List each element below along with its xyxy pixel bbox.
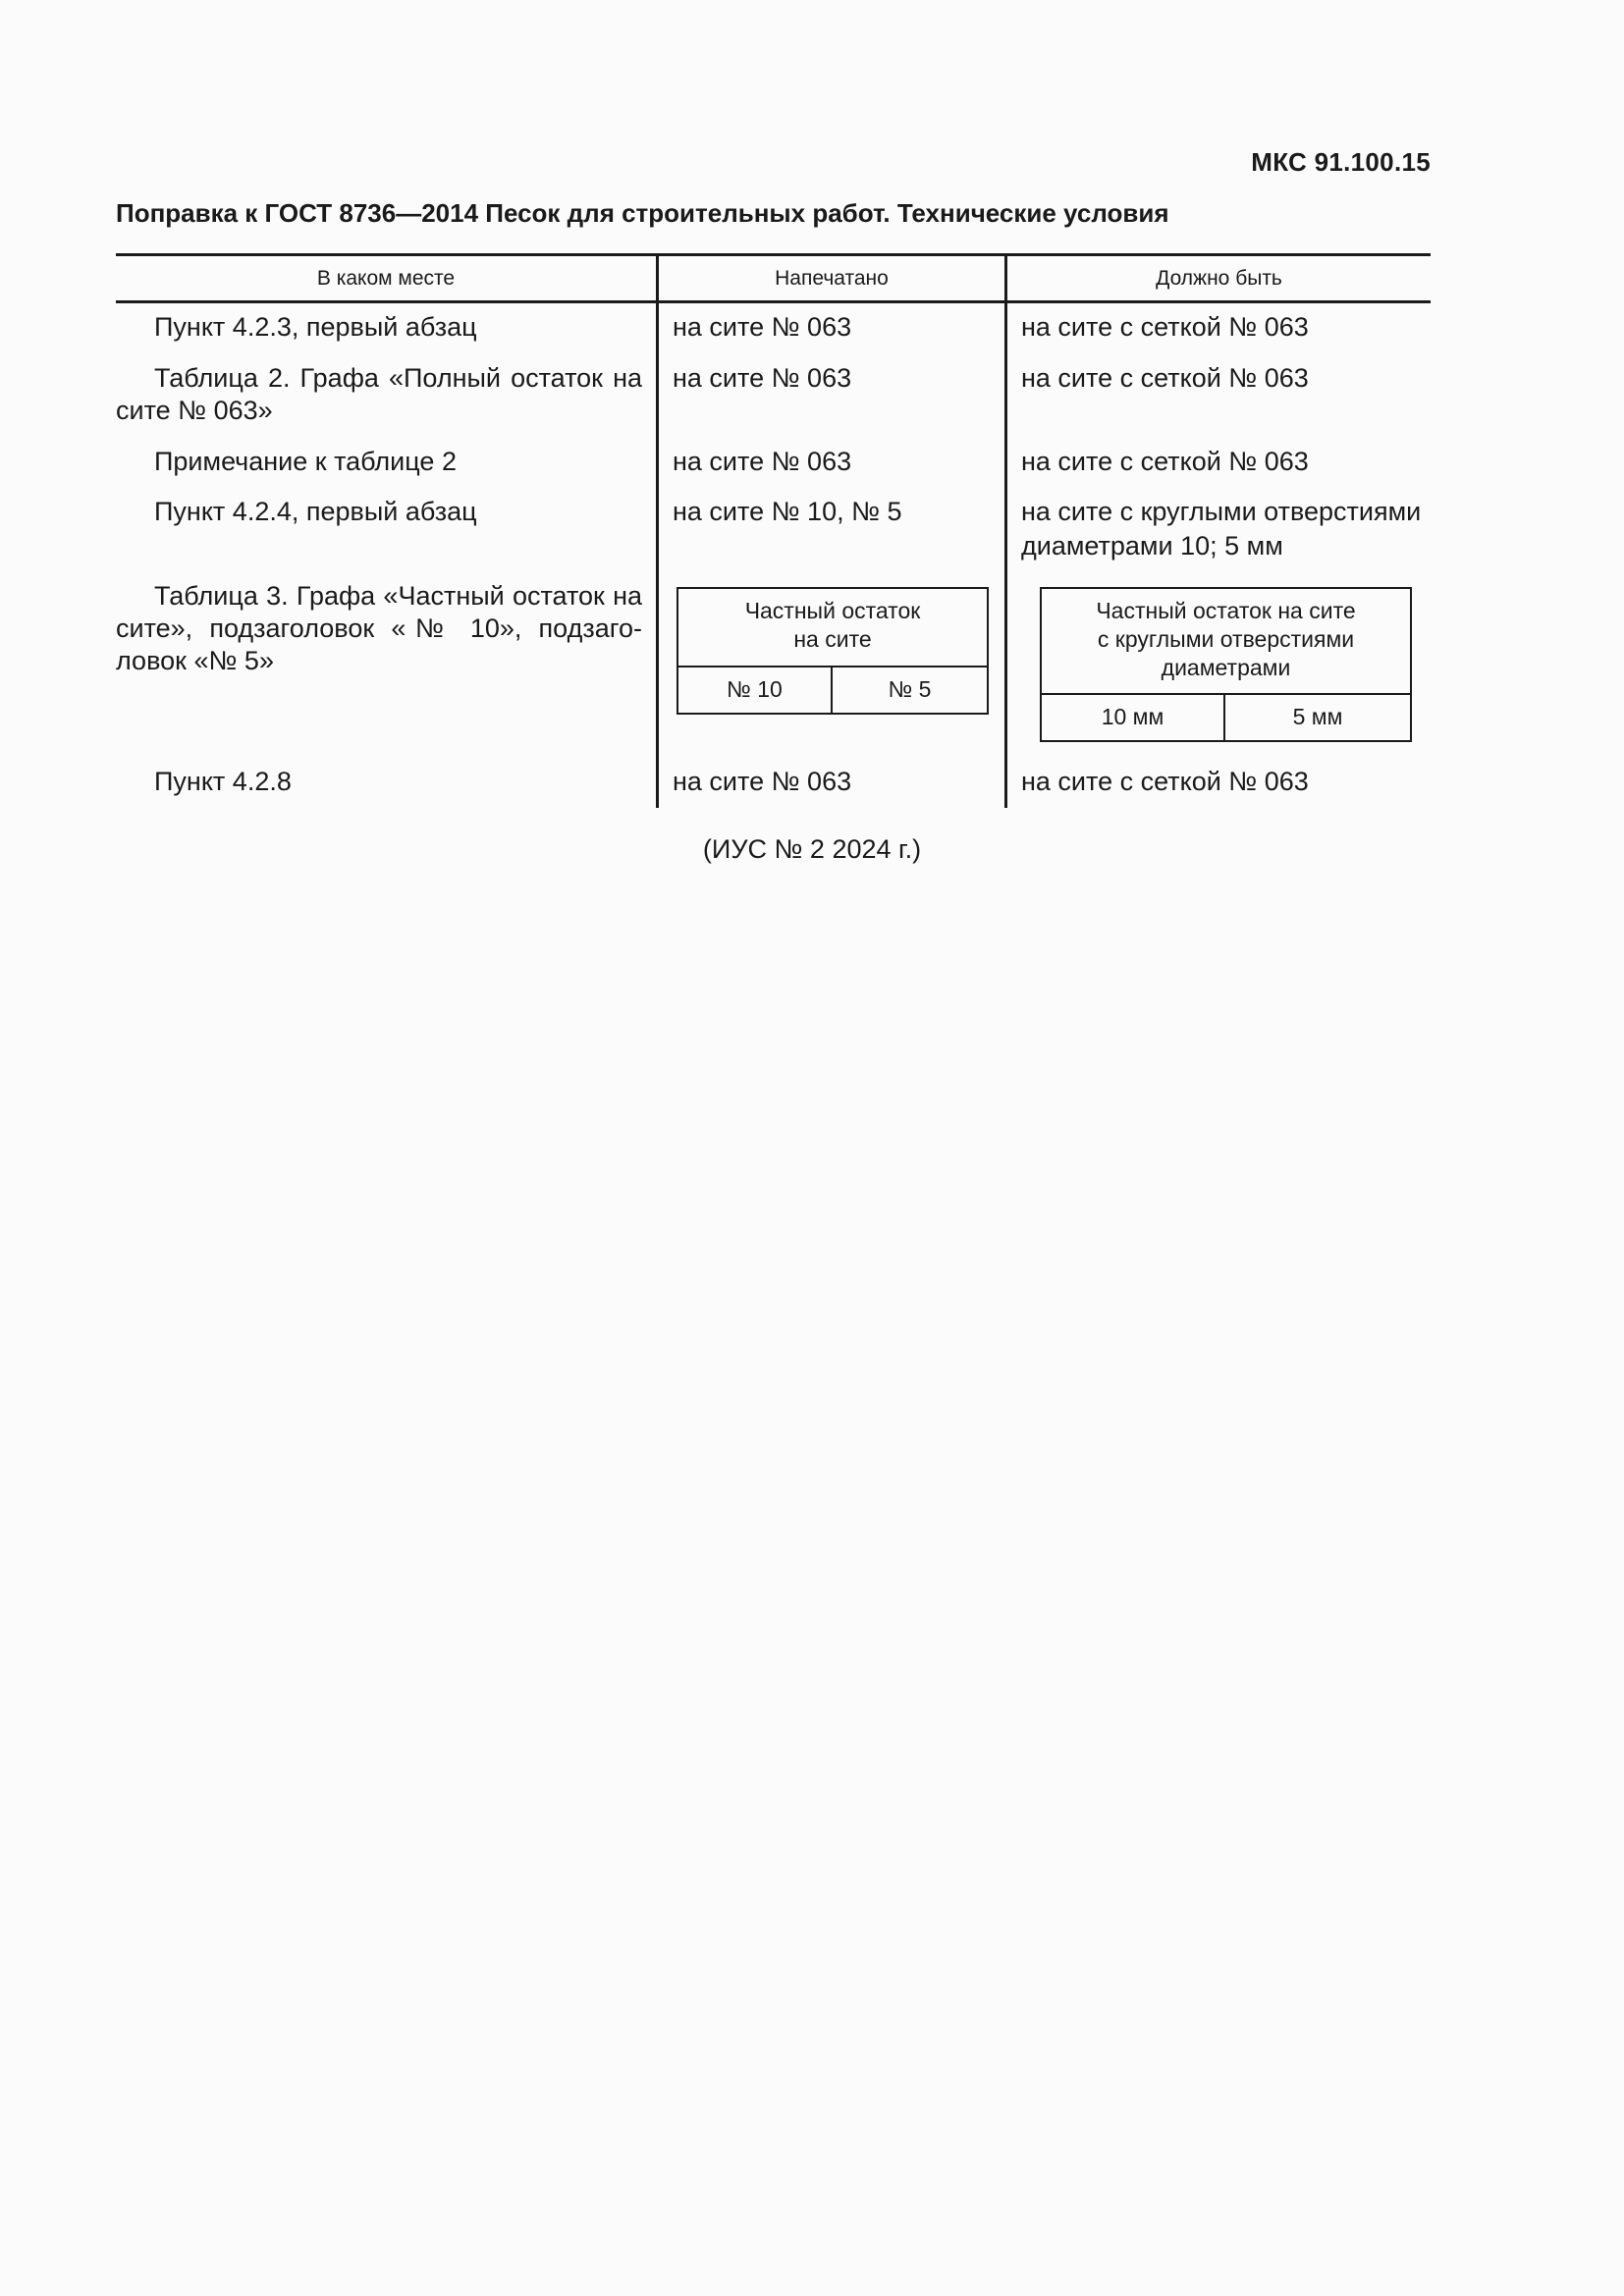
should-be-subtable-cell-1: 10 мм	[1042, 693, 1225, 740]
row-5-place: Таблица 3. Графа «Частный остаток на сите», подзаголовок «№ 10», подзаго-ловок «№ 5»	[116, 581, 642, 675]
column-divider-1	[656, 253, 659, 808]
should-be-subtable-header	[1042, 589, 1410, 695]
printed-subtable-header-line2: на сите	[793, 626, 872, 652]
row-2-should-be: на сите с сеткой № 063	[1021, 363, 1309, 393]
table-top-rule	[116, 253, 1431, 256]
printed-subtable-cell-1: № 10	[678, 666, 833, 713]
row-6-place: Пункт 4.2.8	[154, 767, 292, 796]
row-3-should-be: на сите с сеткой № 063	[1021, 447, 1309, 476]
row-4-should-be-line2: диаметрами 10; 5 мм	[1021, 531, 1283, 561]
column-header-should-be: Должно быть	[1156, 267, 1282, 290]
column-header-place: В каком месте	[316, 267, 456, 290]
document-title: Поправка к ГОСТ 8736—2014 Песок для строительных работ. Технические условия	[116, 198, 1169, 228]
row-1-printed: на сите № 063	[673, 312, 852, 342]
printed-subtable-header-line1: Частный остаток	[744, 598, 921, 623]
row-3-printed: на сите № 063	[673, 447, 852, 476]
row-4-place: Пункт 4.2.4, первый абзац	[154, 497, 477, 526]
printed-subtable-cell-2: № 5	[888, 676, 932, 702]
column-divider-2	[1004, 253, 1007, 808]
should-be-subtable-header-line3: диаметрами	[1161, 655, 1291, 680]
row-2-place: Таблица 2. Графа «Полный остаток на сите № 063»	[116, 363, 642, 425]
row-1-place: Пункт 4.2.3, первый абзац	[154, 312, 477, 342]
row-4-should-be-line1: на сите с круглыми отверстиями	[1021, 497, 1422, 526]
printed-subtable-header	[678, 589, 987, 667]
should-be-subtable-cell-2: 5 мм	[1292, 704, 1343, 729]
should-be-subtable-header-line2: с круглыми отверстиями	[1097, 626, 1355, 652]
row-4-printed: на сите № 10, № 5	[673, 497, 902, 526]
table-header-rule	[116, 300, 1431, 303]
printed-subtable	[677, 587, 989, 715]
row-3-place: Примечание к таблице 2	[154, 447, 457, 476]
should-be-subtable	[1040, 587, 1412, 742]
column-header-printed: Напечатано	[775, 267, 889, 290]
row-2-printed: на сите № 063	[673, 363, 852, 393]
row-1-should-be: на сите с сеткой № 063	[1021, 312, 1309, 342]
mks-code: МКС 91.100.15	[1251, 147, 1431, 177]
should-be-subtable-header-line1: Частный остаток на сите	[1096, 598, 1356, 623]
row-6-printed: на сите № 063	[673, 767, 852, 796]
row-6-should-be: на сите с сеткой № 063	[1021, 767, 1309, 796]
corrections-table	[116, 253, 1431, 808]
ius-reference: (ИУС № 2 2024 г.)	[702, 834, 922, 864]
